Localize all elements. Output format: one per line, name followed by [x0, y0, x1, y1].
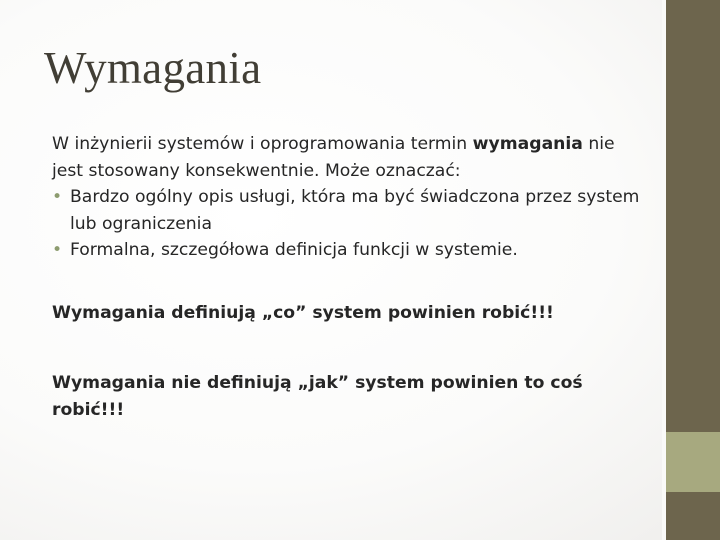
- bullet-list: [52, 184, 647, 264]
- slide-title: Wymagania: [44, 43, 262, 93]
- bullet-item: [52, 237, 647, 264]
- note-how: Wymagania nie definiują „jak” system powinien to coś robić!!!: [52, 373, 583, 420]
- intro-paragraph: [52, 131, 647, 184]
- note-what: Wymagania definiują „co” system powinien robić!!!: [52, 302, 554, 323]
- side-band-accent: [666, 432, 720, 492]
- bullet-icon: •: [52, 240, 63, 260]
- intro-text-after: nie jest stosowany konsekwentnie. Może oznaczać:: [52, 134, 615, 181]
- intro-bold-term: wymagania: [472, 134, 583, 154]
- bullet-item: [52, 184, 647, 237]
- intro-text-before: W inżynierii systemów i oprogramowania termin: [52, 134, 473, 154]
- bullet-text: Formalna, szczegółowa definicja funkcji w systemie.: [70, 240, 518, 260]
- bullet-text: Bardzo ogólny opis usługi, która ma być świadczona przez system lub ograniczenia: [70, 187, 640, 234]
- slide-body: [52, 131, 647, 423]
- bullet-icon: •: [52, 187, 63, 207]
